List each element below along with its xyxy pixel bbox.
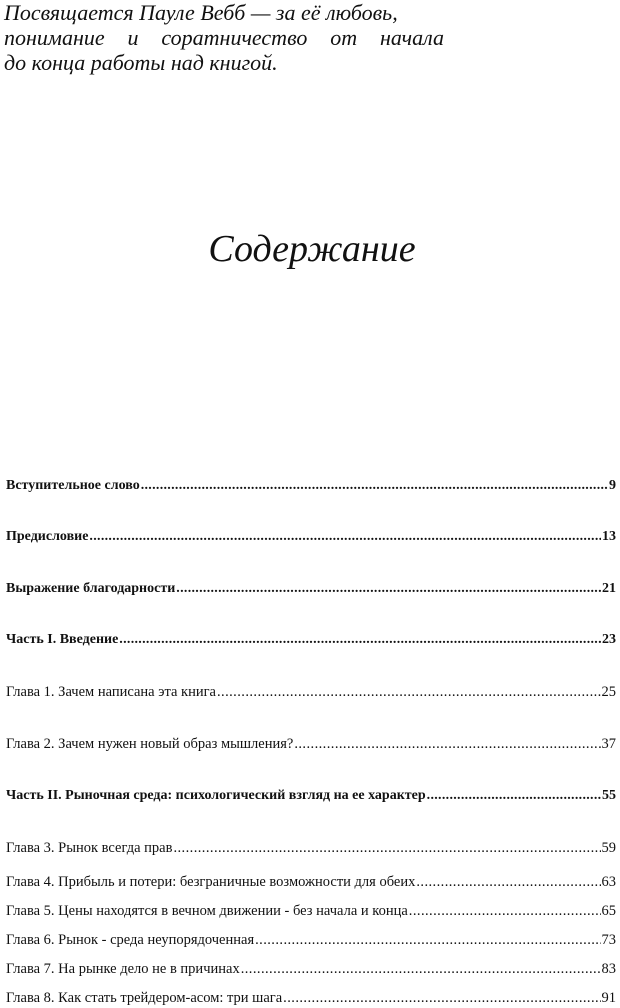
toc-entry-title: Глава 3. Рынок всегда прав bbox=[6, 840, 173, 856]
toc-dot-leader bbox=[255, 930, 600, 950]
toc-entry-page: 23 bbox=[602, 632, 616, 647]
toc-entry-title: Предисловие bbox=[6, 529, 89, 544]
toc-dot-leader bbox=[176, 579, 601, 599]
toc-entry-page: 13 bbox=[602, 529, 616, 544]
dedication-line-2 bbox=[4, 25, 444, 50]
toc-dot-leader bbox=[283, 988, 600, 1008]
toc-entry bbox=[6, 734, 616, 754]
toc-entry bbox=[6, 930, 616, 950]
toc-dot-leader bbox=[416, 872, 600, 892]
toc-dot-leader bbox=[217, 682, 601, 702]
toc-entry-title: Глава 1. Зачем написана эта книга bbox=[6, 684, 216, 700]
toc-dot-leader bbox=[409, 901, 601, 921]
toc-entry bbox=[6, 959, 616, 979]
dedication-word: от bbox=[330, 25, 358, 50]
toc-heading: Содержание bbox=[208, 228, 416, 270]
toc-entry bbox=[6, 838, 616, 858]
toc-dot-leader bbox=[119, 630, 601, 650]
toc-dot-leader bbox=[241, 959, 601, 979]
toc-dot-leader bbox=[427, 786, 601, 806]
toc-dot-leader bbox=[141, 476, 608, 496]
toc-dot-leader bbox=[173, 838, 600, 858]
toc-entry bbox=[6, 630, 616, 650]
toc-entry-title: Глава 2. Зачем нужен новый образ мышления? bbox=[6, 736, 294, 752]
toc-entry bbox=[6, 786, 616, 806]
toc-entry bbox=[6, 988, 616, 1008]
toc-entry-page: 37 bbox=[601, 736, 616, 752]
dedication-line-1: Посвящается Пауле Вебб — за её любовь, bbox=[4, 0, 398, 25]
dedication-word: соратничество bbox=[161, 25, 308, 50]
toc-entry-page: 55 bbox=[602, 788, 616, 803]
toc-entry-page: 63 bbox=[601, 874, 616, 890]
toc-entry-title: Вступительное слово bbox=[6, 478, 140, 493]
toc-entry-page: 65 bbox=[601, 903, 616, 919]
toc-entry-title: Глава 7. На рынке дело не в причинах bbox=[6, 961, 240, 977]
toc-entry-title: Глава 8. Как стать трейдером-асом: три шага bbox=[6, 990, 283, 1006]
toc-entry-title: Выражение благодарности bbox=[6, 581, 176, 596]
toc-entry bbox=[6, 872, 616, 892]
toc-entry bbox=[6, 527, 616, 547]
dedication-word: и bbox=[127, 25, 139, 50]
toc-entry-title: Глава 6. Рынок - среда неупорядоченная bbox=[6, 932, 255, 948]
toc-entry-title: Часть I. Введение bbox=[6, 632, 119, 647]
dedication-word: понимание bbox=[4, 25, 105, 50]
toc-entry-page: 25 bbox=[601, 684, 616, 700]
toc-dot-leader bbox=[294, 734, 600, 754]
dedication bbox=[4, 0, 444, 75]
toc-entry-page: 83 bbox=[601, 961, 616, 977]
toc-entry bbox=[6, 476, 616, 496]
dedication-line-3: до конца работы над книгой. bbox=[4, 50, 278, 75]
toc-entry-page: 59 bbox=[601, 840, 616, 856]
toc-entry bbox=[6, 682, 616, 702]
toc-dot-leader bbox=[89, 527, 601, 547]
toc-entry bbox=[6, 579, 616, 599]
toc-entry-page: 21 bbox=[602, 581, 616, 596]
toc-entry-title: Часть II. Рыночная среда: психологический взгляд на ее характер bbox=[6, 788, 426, 803]
dedication-word: начала bbox=[380, 25, 444, 50]
toc-entry bbox=[6, 901, 616, 921]
toc-entry-page: 9 bbox=[609, 478, 616, 493]
toc-entry-page: 73 bbox=[601, 932, 616, 948]
toc-entry-page: 91 bbox=[601, 990, 616, 1006]
toc-entry-title: Глава 5. Цены находятся в вечном движении - без начала и конца bbox=[6, 903, 408, 919]
toc-entry-title: Глава 4. Прибыль и потери: безграничные возможности для обеих bbox=[6, 874, 416, 890]
